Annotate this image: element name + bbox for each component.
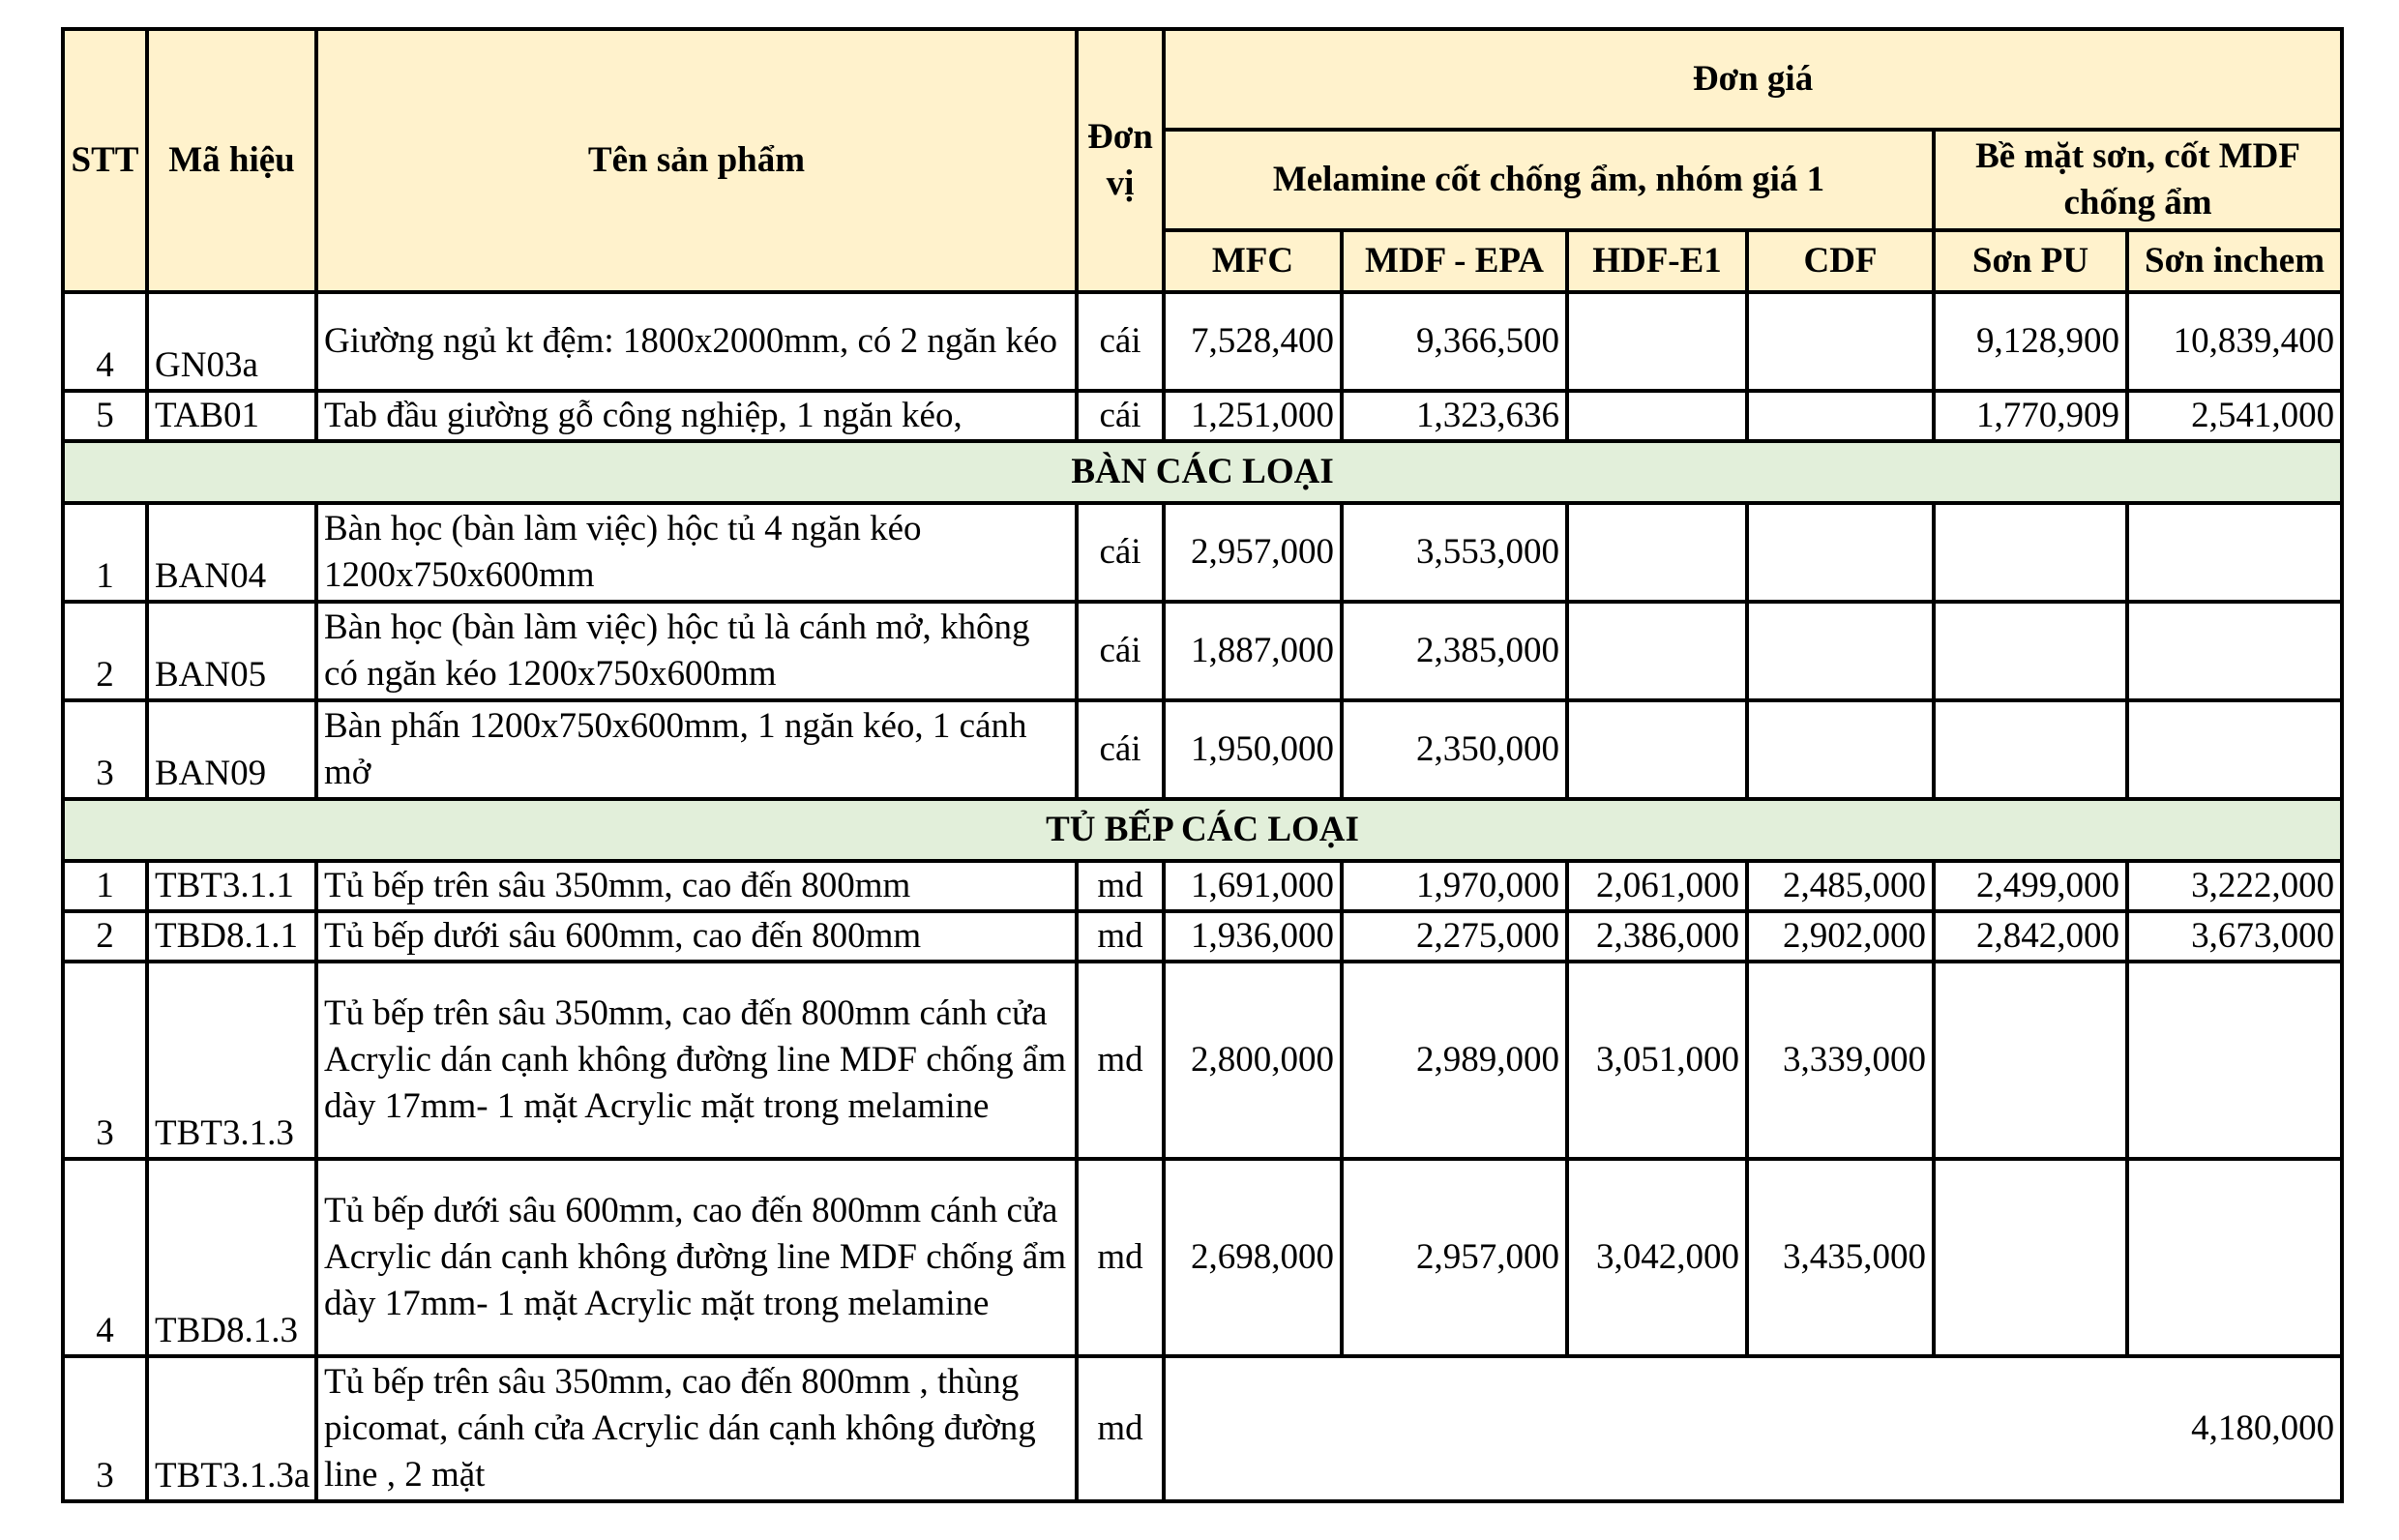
- table-body: [63, 292, 2342, 1501]
- cell-stt: 1: [63, 861, 147, 911]
- section-row-tubep: [63, 799, 2342, 861]
- cell-unit: cái: [1077, 602, 1164, 700]
- table-row: [63, 700, 2342, 799]
- cell-name: Tủ bếp trên sâu 350mm, cao đến 800mm cánh cửa Acrylic dán cạnh không đường line MDF chống ẩm dày 17mm- 1 mặt Acrylic mặt trong melamine: [316, 962, 1077, 1159]
- cell-cdf: 2,902,000: [1747, 911, 1934, 962]
- cell-mdf-epa: 1,323,636: [1342, 391, 1567, 441]
- cell-cdf: [1747, 503, 1934, 602]
- cell-name: Bàn học (bàn làm việc) hộc tủ là cánh mở, không có ngăn kéo 1200x750x600mm: [316, 602, 1077, 700]
- cell-son-inchem: 3,673,000: [2127, 911, 2342, 962]
- cell-name: Bàn học (bàn làm việc) hộc tủ 4 ngăn kéo 1200x750x600mm: [316, 503, 1077, 602]
- table-row: [63, 391, 2342, 441]
- cell-son-pu: [1934, 503, 2127, 602]
- cell-cdf: [1747, 391, 1934, 441]
- cell-unit: md: [1077, 911, 1164, 962]
- cell-son-pu: [1934, 700, 2127, 799]
- cell-hdf-e1: [1567, 602, 1747, 700]
- header-unit: Đơn vị: [1077, 29, 1164, 292]
- cell-cdf: [1747, 292, 1934, 391]
- cell-mfc: 2,800,000: [1164, 962, 1342, 1159]
- cell-code: TBD8.1.1: [147, 911, 316, 962]
- cell-name: Tủ bếp dưới sâu 600mm, cao đến 800mm: [316, 911, 1077, 962]
- cell-hdf-e1: [1567, 292, 1747, 391]
- table-row: [63, 911, 2342, 962]
- cell-mfc: 2,957,000: [1164, 503, 1342, 602]
- cell-cdf: 3,339,000: [1747, 962, 1934, 1159]
- cell-code: TAB01: [147, 391, 316, 441]
- cell-son-inchem: 2,541,000: [2127, 391, 2342, 441]
- cell-son-inchem: [2127, 602, 2342, 700]
- cell-cdf: [1747, 700, 1934, 799]
- table-row: [63, 1356, 2342, 1501]
- cell-cdf: 2,485,000: [1747, 861, 1934, 911]
- cell-son-pu: [1934, 962, 2127, 1159]
- section-title-tubep: TỦ BẾP CÁC LOẠI: [63, 799, 2342, 861]
- cell-stt: 1: [63, 503, 147, 602]
- cell-son-pu: [1934, 602, 2127, 700]
- table-row: [63, 503, 2342, 602]
- cell-name: Giường ngủ kt đệm: 1800x2000mm, có 2 ngăn kéo: [316, 292, 1077, 391]
- table-row: [63, 292, 2342, 391]
- header-name: Tên sản phẩm: [316, 29, 1077, 292]
- header-hdf-e1: HDF-E1: [1567, 230, 1747, 292]
- header-stt: STT: [63, 29, 147, 292]
- table-row: [63, 602, 2342, 700]
- cell-son-inchem: [2127, 1159, 2342, 1356]
- cell-name: Tủ bếp trên sâu 350mm, cao đến 800mm , thùng picomat, cánh cửa Acrylic dán cạnh không đường line , 2 mặt: [316, 1356, 1077, 1501]
- cell-son-inchem: [2127, 503, 2342, 602]
- cell-mfc: 2,698,000: [1164, 1159, 1342, 1356]
- section-row-ban: [63, 441, 2342, 503]
- cell-hdf-e1: [1567, 503, 1747, 602]
- cell-mdf-epa: 3,553,000: [1342, 503, 1567, 602]
- price-table: [61, 27, 2344, 1503]
- cell-mdf-epa: 2,350,000: [1342, 700, 1567, 799]
- cell-mfc: 7,528,400: [1164, 292, 1342, 391]
- cell-stt: 3: [63, 962, 147, 1159]
- cell-unit: md: [1077, 861, 1164, 911]
- cell-stt: 5: [63, 391, 147, 441]
- cell-hdf-e1: 2,386,000: [1567, 911, 1747, 962]
- section-title-ban: BÀN CÁC LOẠI: [63, 441, 2342, 503]
- cell-code: TBD8.1.3: [147, 1159, 316, 1356]
- cell-hdf-e1: 3,051,000: [1567, 962, 1747, 1159]
- cell-mfc: 1,887,000: [1164, 602, 1342, 700]
- cell-code: BAN04: [147, 503, 316, 602]
- cell-name: Bàn phấn 1200x750x600mm, 1 ngăn kéo, 1 cánh mở: [316, 700, 1077, 799]
- cell-mdf-epa: 2,957,000: [1342, 1159, 1567, 1356]
- cell-unit: cái: [1077, 292, 1164, 391]
- cell-stt: 4: [63, 1159, 147, 1356]
- cell-code: GN03a: [147, 292, 316, 391]
- cell-stt: 2: [63, 602, 147, 700]
- cell-name: Tủ bếp trên sâu 350mm, cao đến 800mm: [316, 861, 1077, 911]
- cell-stt: 3: [63, 1356, 147, 1501]
- cell-mfc: 1,950,000: [1164, 700, 1342, 799]
- cell-son-inchem: [2127, 962, 2342, 1159]
- cell-merged-price: 4,180,000: [1164, 1356, 2342, 1501]
- header-cdf: CDF: [1747, 230, 1934, 292]
- cell-code: TBT3.1.1: [147, 861, 316, 911]
- header-code: Mã hiệu: [147, 29, 316, 292]
- cell-name: Tủ bếp dưới sâu 600mm, cao đến 800mm cánh cửa Acrylic dán cạnh không đường line MDF chống ẩm dày 17mm- 1 mặt Acrylic mặt trong melamine: [316, 1159, 1077, 1356]
- header-paint-group: Bề mặt sơn, cốt MDF chống ẩm: [1934, 130, 2342, 230]
- cell-code: TBT3.1.3: [147, 962, 316, 1159]
- cell-stt: 3: [63, 700, 147, 799]
- cell-unit: cái: [1077, 503, 1164, 602]
- cell-unit: cái: [1077, 700, 1164, 799]
- cell-cdf: 3,435,000: [1747, 1159, 1934, 1356]
- header-mfc: MFC: [1164, 230, 1342, 292]
- cell-hdf-e1: 2,061,000: [1567, 861, 1747, 911]
- cell-unit: md: [1077, 962, 1164, 1159]
- cell-stt: 4: [63, 292, 147, 391]
- cell-son-inchem: 10,839,400: [2127, 292, 2342, 391]
- cell-unit: cái: [1077, 391, 1164, 441]
- cell-hdf-e1: 3,042,000: [1567, 1159, 1747, 1356]
- table-row: [63, 1159, 2342, 1356]
- cell-son-pu: 2,842,000: [1934, 911, 2127, 962]
- header-price-group: Đơn giá: [1164, 29, 2342, 130]
- cell-stt: 2: [63, 911, 147, 962]
- cell-mdf-epa: 2,275,000: [1342, 911, 1567, 962]
- cell-cdf: [1747, 602, 1934, 700]
- cell-son-inchem: [2127, 700, 2342, 799]
- header-melamine-group: Melamine cốt chống ẩm, nhóm giá 1: [1164, 130, 1934, 230]
- cell-son-pu: 2,499,000: [1934, 861, 2127, 911]
- table-header: [63, 29, 2342, 292]
- cell-mfc: 1,691,000: [1164, 861, 1342, 911]
- header-son-pu: Sơn PU: [1934, 230, 2127, 292]
- cell-code: BAN09: [147, 700, 316, 799]
- cell-code: TBT3.1.3a: [147, 1356, 316, 1501]
- cell-hdf-e1: [1567, 700, 1747, 799]
- cell-mdf-epa: 2,385,000: [1342, 602, 1567, 700]
- cell-mdf-epa: 2,989,000: [1342, 962, 1567, 1159]
- cell-name: Tab đầu giường gỗ công nghiệp, 1 ngăn kéo,: [316, 391, 1077, 441]
- cell-son-pu: 1,770,909: [1934, 391, 2127, 441]
- cell-unit: md: [1077, 1159, 1164, 1356]
- cell-son-inchem: 3,222,000: [2127, 861, 2342, 911]
- table-row: [63, 962, 2342, 1159]
- cell-mdf-epa: 9,366,500: [1342, 292, 1567, 391]
- cell-code: BAN05: [147, 602, 316, 700]
- cell-mfc: 1,936,000: [1164, 911, 1342, 962]
- table-row: [63, 861, 2342, 911]
- header-mdf-epa: MDF - EPA: [1342, 230, 1567, 292]
- cell-hdf-e1: [1567, 391, 1747, 441]
- cell-unit: md: [1077, 1356, 1164, 1501]
- cell-son-pu: [1934, 1159, 2127, 1356]
- cell-mdf-epa: 1,970,000: [1342, 861, 1567, 911]
- cell-son-pu: 9,128,900: [1934, 292, 2127, 391]
- header-son-inchem: Sơn inchem: [2127, 230, 2342, 292]
- cell-mfc: 1,251,000: [1164, 391, 1342, 441]
